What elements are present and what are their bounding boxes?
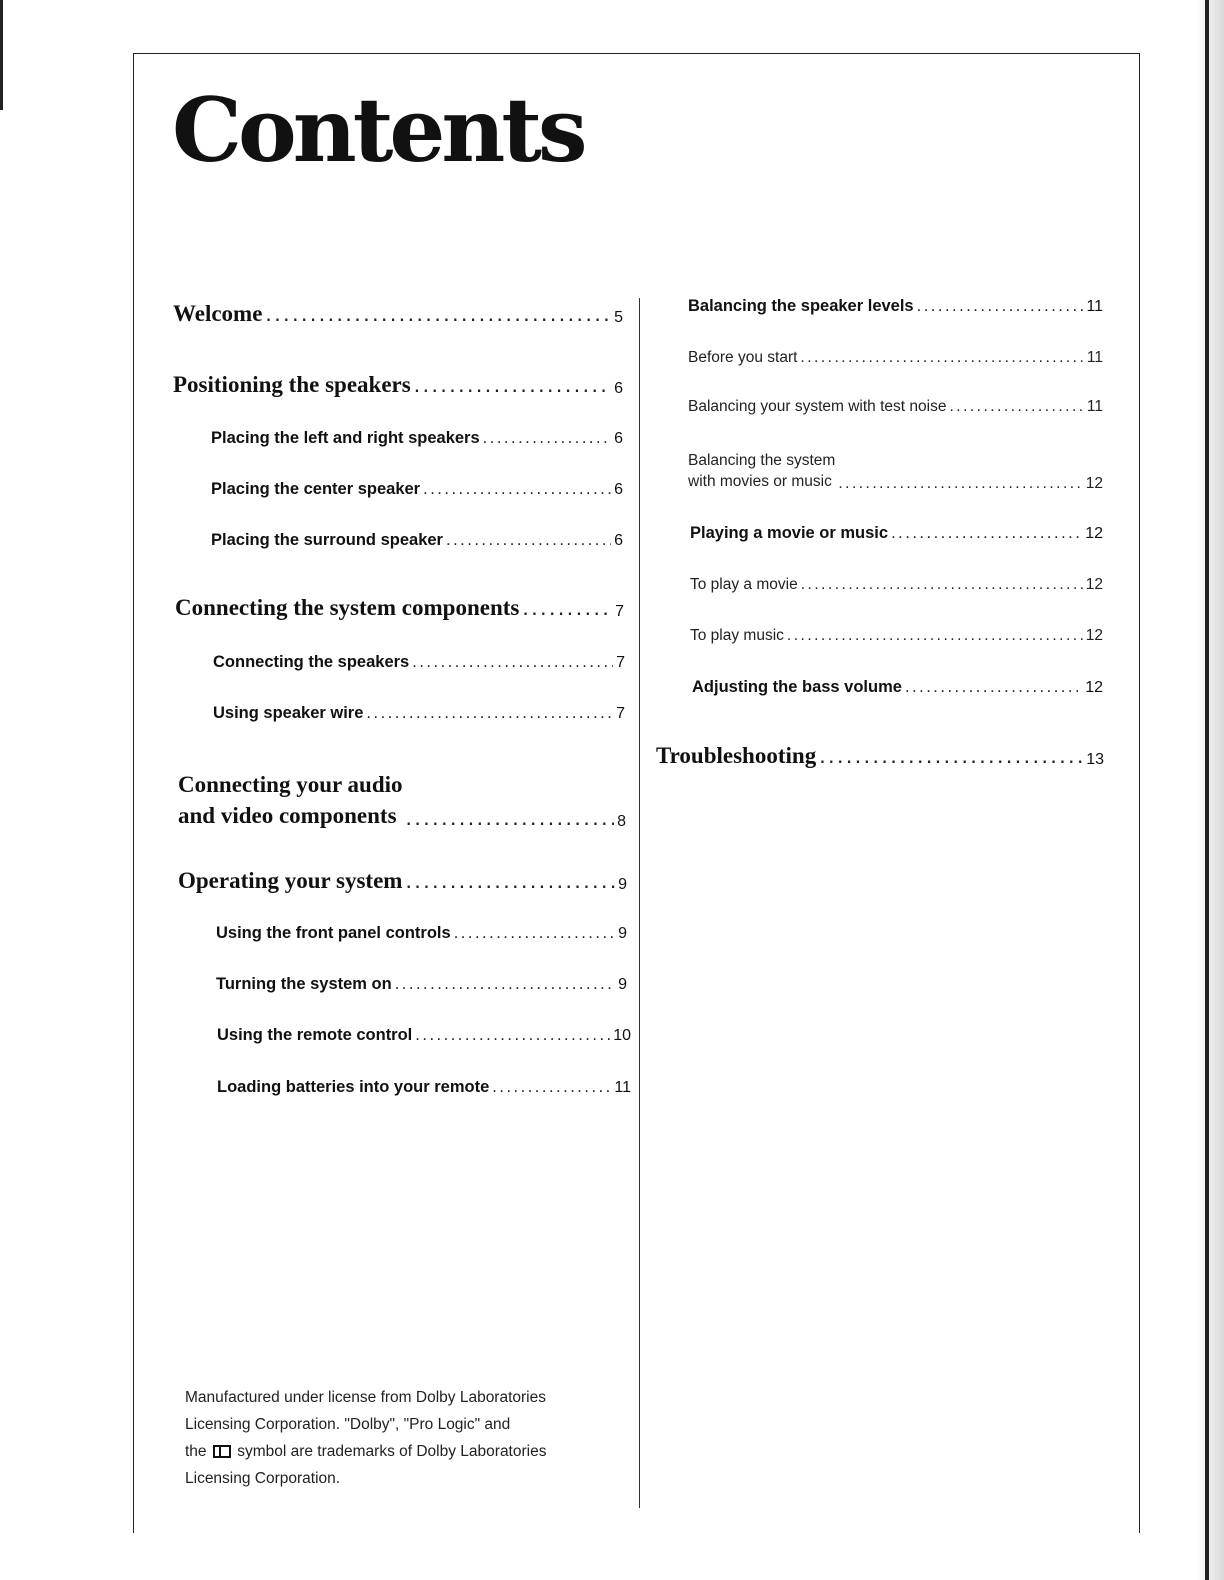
footnote-line-3-end: symbol are trademarks of Dolby Laboratories (237, 1443, 547, 1460)
toc-entry-balancing-levels[interactable] (688, 297, 1103, 316)
dot-leader (949, 398, 1083, 416)
toc-label: Operating your system (178, 868, 403, 893)
page-number: 6 (614, 430, 623, 447)
toc-entry-test-noise[interactable] (688, 398, 1103, 416)
toc-entry-using-speaker-wire[interactable] (213, 704, 625, 723)
toc-label: Connecting the system components (175, 595, 520, 620)
toc-entry-play-movie[interactable] (690, 576, 1103, 594)
frame-top-rule (133, 53, 1140, 54)
toc-entry-troubleshooting[interactable] (656, 742, 1104, 769)
toc-entry-front-panel[interactable] (216, 924, 627, 943)
toc-label: Using the remote control (217, 1026, 413, 1044)
page-number: 7 (615, 603, 624, 620)
dot-leader (800, 349, 1083, 367)
toc-label: To play music (690, 627, 784, 644)
toc-label: Adjusting the bass volume (692, 678, 902, 696)
toc-entry-turning-on[interactable] (216, 975, 627, 994)
toc-label: Placing the left and right speakers (211, 429, 480, 447)
toc-entry-placing-left-right[interactable] (211, 429, 623, 448)
page-number: 9 (618, 925, 627, 942)
column-divider (639, 298, 640, 1508)
page-number: 11 (1086, 398, 1103, 415)
footnote-line-3-start: the (185, 1443, 207, 1460)
toc-entry-playing[interactable] (690, 524, 1103, 543)
page-number: 6 (614, 532, 623, 549)
page-number: 12 (1085, 627, 1103, 644)
dot-leader (265, 300, 611, 327)
toc-label: Positioning the speakers (173, 372, 411, 397)
toc-label: Before you start (688, 349, 798, 366)
dot-leader (801, 576, 1083, 594)
toc-label: Balancing your system with test noise (688, 398, 947, 415)
license-footnote (185, 1384, 625, 1492)
footnote-line-1: Manufactured under license from Dolby Laboratories (185, 1389, 546, 1406)
page-number: 12 (1085, 576, 1103, 593)
toc-label: Balancing the speaker levels (688, 297, 914, 315)
toc-label: Placing the center speaker (211, 480, 421, 498)
page-title: Contents (172, 78, 584, 182)
toc-label: Using the front panel controls (216, 924, 451, 942)
toc-entry-connecting-av[interactable] (178, 769, 626, 831)
page-number: 12 (1085, 474, 1103, 492)
dot-leader (423, 480, 611, 499)
toc-entry-bass-volume[interactable] (692, 678, 1103, 697)
dot-leader (454, 924, 615, 943)
toc-label-line-2: and video components (178, 803, 397, 829)
dot-leader (415, 1026, 610, 1045)
page-number: 11 (614, 1079, 631, 1096)
toc-label (688, 451, 835, 493)
toc-entry-batteries[interactable] (217, 1078, 631, 1097)
toc-entry-operating[interactable] (178, 867, 627, 894)
toc-label: Turning the system on (216, 975, 392, 993)
page-number: 6 (614, 380, 623, 397)
dot-leader (366, 704, 613, 723)
toc-label-line-2: with movies or music (688, 472, 832, 490)
page-number: 11 (1086, 349, 1103, 366)
toc-label (178, 769, 403, 831)
toc-entry-placing-center[interactable] (211, 480, 623, 499)
toc-entry-welcome[interactable] (173, 300, 623, 327)
scan-edge-shadow (1196, 0, 1224, 1580)
toc-entry-play-music[interactable] (690, 627, 1103, 645)
dot-leader (406, 804, 615, 831)
dot-leader (838, 475, 1082, 493)
dot-leader (819, 742, 1083, 769)
page-number: 9 (618, 876, 627, 893)
page-number: 5 (614, 309, 623, 326)
toc-label-line-1: Balancing the system (688, 452, 836, 469)
page-number: 12 (1085, 679, 1103, 696)
toc-label: Playing a movie or music (690, 524, 889, 542)
dolby-double-d-icon (213, 1445, 231, 1458)
page-number: 7 (616, 654, 625, 671)
toc-label: Connecting the speakers (213, 653, 410, 671)
toc-label: Welcome (173, 301, 263, 326)
dot-leader (446, 531, 611, 550)
toc-entry-positioning-speakers[interactable] (173, 371, 623, 398)
toc-label-line-1: Connecting your audio (178, 772, 403, 797)
toc-entry-connecting-speakers[interactable] (213, 653, 625, 672)
page-number: 8 (617, 813, 626, 831)
toc-label: Using speaker wire (213, 704, 364, 722)
dot-leader (787, 627, 1083, 645)
page-number: 11 (1086, 298, 1103, 315)
toc-label: Troubleshooting (656, 743, 817, 768)
dot-leader (917, 297, 1084, 316)
toc-label: Placing the surround speaker (211, 531, 443, 549)
footnote-line-3 (185, 1438, 625, 1465)
toc-label: To play a movie (690, 576, 798, 593)
footnote-line-4: Licensing Corporation. (185, 1470, 341, 1487)
scan-edge-mark (0, 0, 3, 110)
page-number: 10 (613, 1027, 631, 1044)
toc-entry-movies-music[interactable] (688, 451, 1103, 493)
dot-leader (405, 867, 615, 894)
page-number: 6 (614, 481, 623, 498)
dot-leader (412, 653, 613, 672)
dot-leader (905, 678, 1082, 697)
dot-leader (492, 1078, 611, 1097)
page-number: 13 (1086, 751, 1104, 768)
dot-leader (414, 371, 611, 398)
footnote-line-2: Licensing Corporation. "Dolby", "Pro Logic" and (185, 1416, 511, 1433)
toc-entry-before-start[interactable] (688, 349, 1103, 367)
page-number: 9 (618, 976, 627, 993)
toc-entry-connecting-system[interactable] (175, 594, 624, 621)
frame-left-rule (133, 53, 134, 1533)
frame-right-rule (1139, 53, 1140, 1533)
scan-edge-bar (1205, 0, 1209, 1580)
dot-leader (395, 975, 615, 994)
toc-label: Loading batteries into your remote (217, 1078, 490, 1096)
page-number: 12 (1085, 525, 1103, 542)
dot-leader (483, 429, 611, 448)
page-number: 7 (616, 705, 625, 722)
toc-entry-placing-surround[interactable] (211, 531, 623, 550)
dot-leader (891, 524, 1082, 543)
toc-entry-remote-control[interactable] (217, 1026, 631, 1045)
dot-leader (522, 594, 612, 621)
